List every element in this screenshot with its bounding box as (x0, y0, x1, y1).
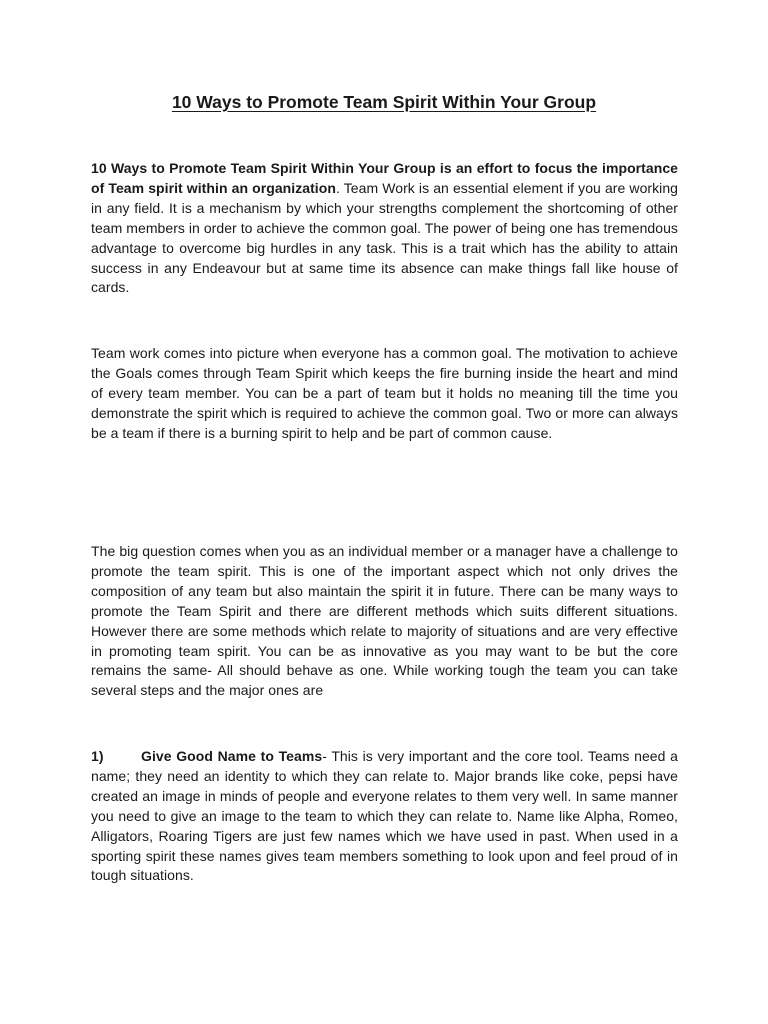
intro-paragraph (91, 159, 678, 298)
list-item-text: - This is very important and the core tool. Teams need a name; they need an identity to which they can relate to. Major brands like coke, pepsi have created an image in minds of people and everyone relates to them very well. In same manner you need to give an image to the team to which they can relate to. Name like Alpha, Romeo, Alligators, Roaring Tigers are just few names which we have used in past. When used in a sporting spirit these names gives team members something to look upon and feel proud of in tough situations. (91, 748, 678, 884)
intro-paragraph-text: . Team Work is an essential element if you are working in any field. It is a mechanism by which your strengths complement the shortcoming of other team members in order to achieve the common goal. The power of being one has tremendous advantage to overcome big hurdles in any task. This is a trait which has the ability to attain success in any Endeavour but at same time its absence can make things fall like house of cards. (91, 179, 678, 296)
list-item-number: 1) (91, 748, 104, 764)
team-work-paragraph: Team work comes into picture when everyone has a common goal. The motivation to achieve the Goals comes through Team Spirit which keeps the fire burning inside the heart and mind of every team member. You can be a part of team but it holds no meaning till the time you demonstrate the spirit which is required to achieve the common goal. Two or more can always be a team if there is a burning spirit to help and be part of common cause. (91, 345, 678, 441)
list-item-1 (91, 747, 678, 886)
document-title: 10 Ways to Promote Team Spirit Within Your Group (171, 92, 597, 112)
big-question-paragraph: The big question comes when you as an individual member or a manager have a challenge to promote the team spirit. This is one of the important aspect which not only drives the composition of any team but also maintain the spirit it in future. There can be many ways to promote the Team Spirit and there are different methods which suits different situations. However there are some methods which relate to majority of situations and are very effective in promoting team spirit. You can be as innovative as you may want to be but the core remains the same- All should behave as one. While working tough the team you can take several steps and the major ones are (91, 543, 678, 699)
intro-bold-lead: 10 Ways to Promote Team Spirit Within Your Group is an effort to focus the importance of Team spirit within an organization (91, 160, 678, 196)
list-item-heading: Give Good Name to Teams (141, 748, 323, 764)
